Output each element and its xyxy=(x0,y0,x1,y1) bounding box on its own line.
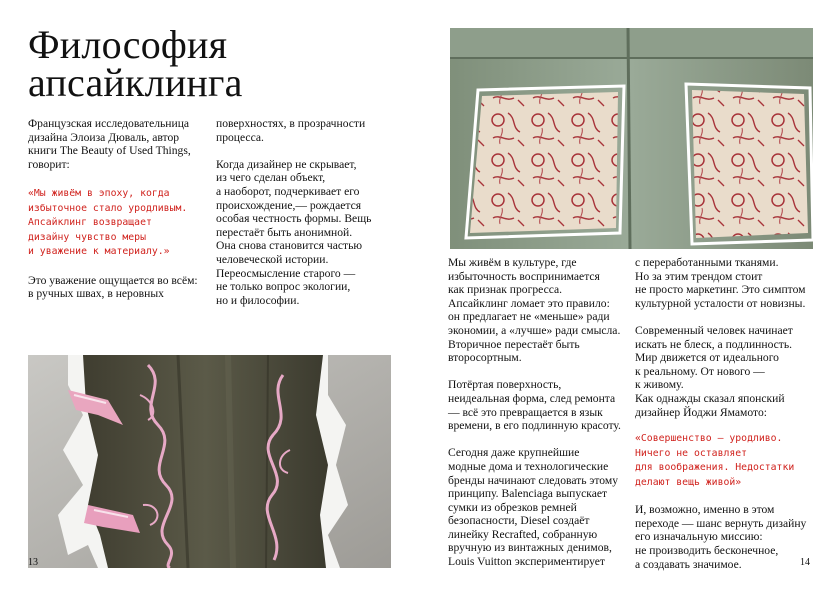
text-line: а наоборот, подчеркивает его xyxy=(216,184,360,198)
text-line: Потёртая поверхность, xyxy=(448,378,562,392)
text-line: Но за этим трендом стоит xyxy=(635,269,763,283)
text-line: из чего сделан объект, xyxy=(216,171,326,185)
text-line: искать не блеск, а подлинность. xyxy=(635,337,793,351)
embroidered-jeans-photo xyxy=(28,355,391,568)
text-line: Мы живём в культуре, где xyxy=(448,256,577,269)
text-line: модные дома и технологические xyxy=(448,459,609,473)
text-line: перестаёт быть анонимной. xyxy=(216,225,353,239)
text-line: с переработанными тканями. xyxy=(635,256,779,269)
quote-line: делают вещь живой» xyxy=(635,476,742,488)
text-line: неидеальная форма, след ремонта xyxy=(448,391,616,405)
text-line: он предлагает не «меньше» ради xyxy=(448,310,610,324)
text-line: процесса. xyxy=(216,130,264,144)
text-line: не просто маркетинг. Это симптом xyxy=(635,283,806,297)
text-line: Когда дизайнер не скрывает, xyxy=(216,157,357,171)
quote-line: «Совершенство — уродливо. xyxy=(635,433,783,445)
text-line: к живому. xyxy=(635,378,684,392)
text-line: книги The Beauty of Used Things, xyxy=(28,144,191,158)
title-line-2: апсайклинга xyxy=(28,60,243,105)
text-line: времени, в его подлинную красоту. xyxy=(448,419,621,433)
text-line: И, возможно, именно в этом xyxy=(635,503,775,517)
right-column-1 xyxy=(448,256,638,569)
text-line: Она снова становится частью xyxy=(216,239,363,253)
text-line: культурной усталости от новизны. xyxy=(635,296,806,310)
text-line: но и философии. xyxy=(216,293,300,307)
text-line: принципу. Balenciaga выпускает xyxy=(448,487,608,501)
left-page xyxy=(0,0,419,595)
text-line: Современный человек начинает xyxy=(635,323,793,337)
text-line: Мир движется от идеального xyxy=(635,351,779,365)
page-title xyxy=(28,22,243,105)
text-line: — всё это превращается в язык xyxy=(448,405,603,419)
quote-line: Ничего не оставляет xyxy=(635,447,748,459)
text-line: сумки из обрезков ремней xyxy=(448,500,577,514)
text-line: не только вопрос экологии, xyxy=(216,280,351,294)
text-line: Французская исследовательница xyxy=(28,117,190,130)
text-line: Louis Vuitton экспериментирует xyxy=(448,555,606,569)
text-line: не производить бесконечное, xyxy=(635,543,779,557)
text-line: человеческой истории. xyxy=(216,252,329,266)
text-line: бренды начинают следовать этому xyxy=(448,473,619,487)
quote-line: избыточное стало уродливым. xyxy=(28,202,188,214)
left-column-1 xyxy=(28,117,218,301)
text-line: Переосмысление старого — xyxy=(216,266,356,280)
text-line: второсортным. xyxy=(448,351,522,365)
text-line: происхождение,— рождается xyxy=(216,198,362,212)
text-line: Это уважение ощущается во всём: xyxy=(28,273,198,287)
text-line: линейку Recrafted, собранную xyxy=(448,527,598,541)
pull-quote-yamamoto xyxy=(635,432,825,490)
quote-line: «Мы живём в эпоху, когда xyxy=(28,188,170,200)
quote-line: Апсайклинг возвращает xyxy=(28,217,152,229)
text-line: особая честность формы. Вещь xyxy=(216,212,372,226)
left-column-2 xyxy=(216,117,406,307)
text-line: переходе — шанс вернуть дизайну xyxy=(635,516,807,530)
text-line: Как однажды сказал японский xyxy=(635,391,785,405)
text-line: Сегодня даже крупнейшие xyxy=(448,446,580,460)
text-line: говорит: xyxy=(28,157,70,171)
quote-line: и уважение к материалу.» xyxy=(28,246,170,258)
quote-line: для воображения. Недостатки xyxy=(635,462,795,474)
page-number-right: 14 xyxy=(800,557,810,568)
text-line: к реальному. От нового — xyxy=(635,364,765,378)
page-number-left: 13 xyxy=(28,557,38,568)
text-line: безопасности, Diesel создаёт xyxy=(448,514,590,528)
text-line: дизайна Элоиза Дюваль, автор xyxy=(28,130,180,144)
text-line: а создавать значимое. xyxy=(635,557,742,571)
pull-quote-duval xyxy=(28,187,218,260)
text-line: его изначальную миссию: xyxy=(635,530,763,544)
right-page xyxy=(420,0,839,595)
text-line: избыточность воспринимается xyxy=(448,269,600,283)
denim-pockets-photo xyxy=(448,28,813,249)
text-line: поверхностях, в прозрачности xyxy=(216,117,366,130)
quote-line: дизайну чувство меры xyxy=(28,231,146,243)
text-line: экономии, а «лучше» ради смысла. xyxy=(448,323,621,337)
text-line: дизайнер Йоджи Ямамото: xyxy=(635,405,767,419)
text-line: Вторичное перестаёт быть xyxy=(448,337,580,351)
title-line-1: Философия xyxy=(28,22,228,67)
text-line: Апсайклинг ломает это правило: xyxy=(448,296,610,310)
right-column-2 xyxy=(635,256,825,571)
text-line: в ручных швах, в неровных xyxy=(28,287,164,301)
text-line: вручную из винтажных денимов, xyxy=(448,541,612,555)
text-line: как признак прогресса. xyxy=(448,283,563,297)
